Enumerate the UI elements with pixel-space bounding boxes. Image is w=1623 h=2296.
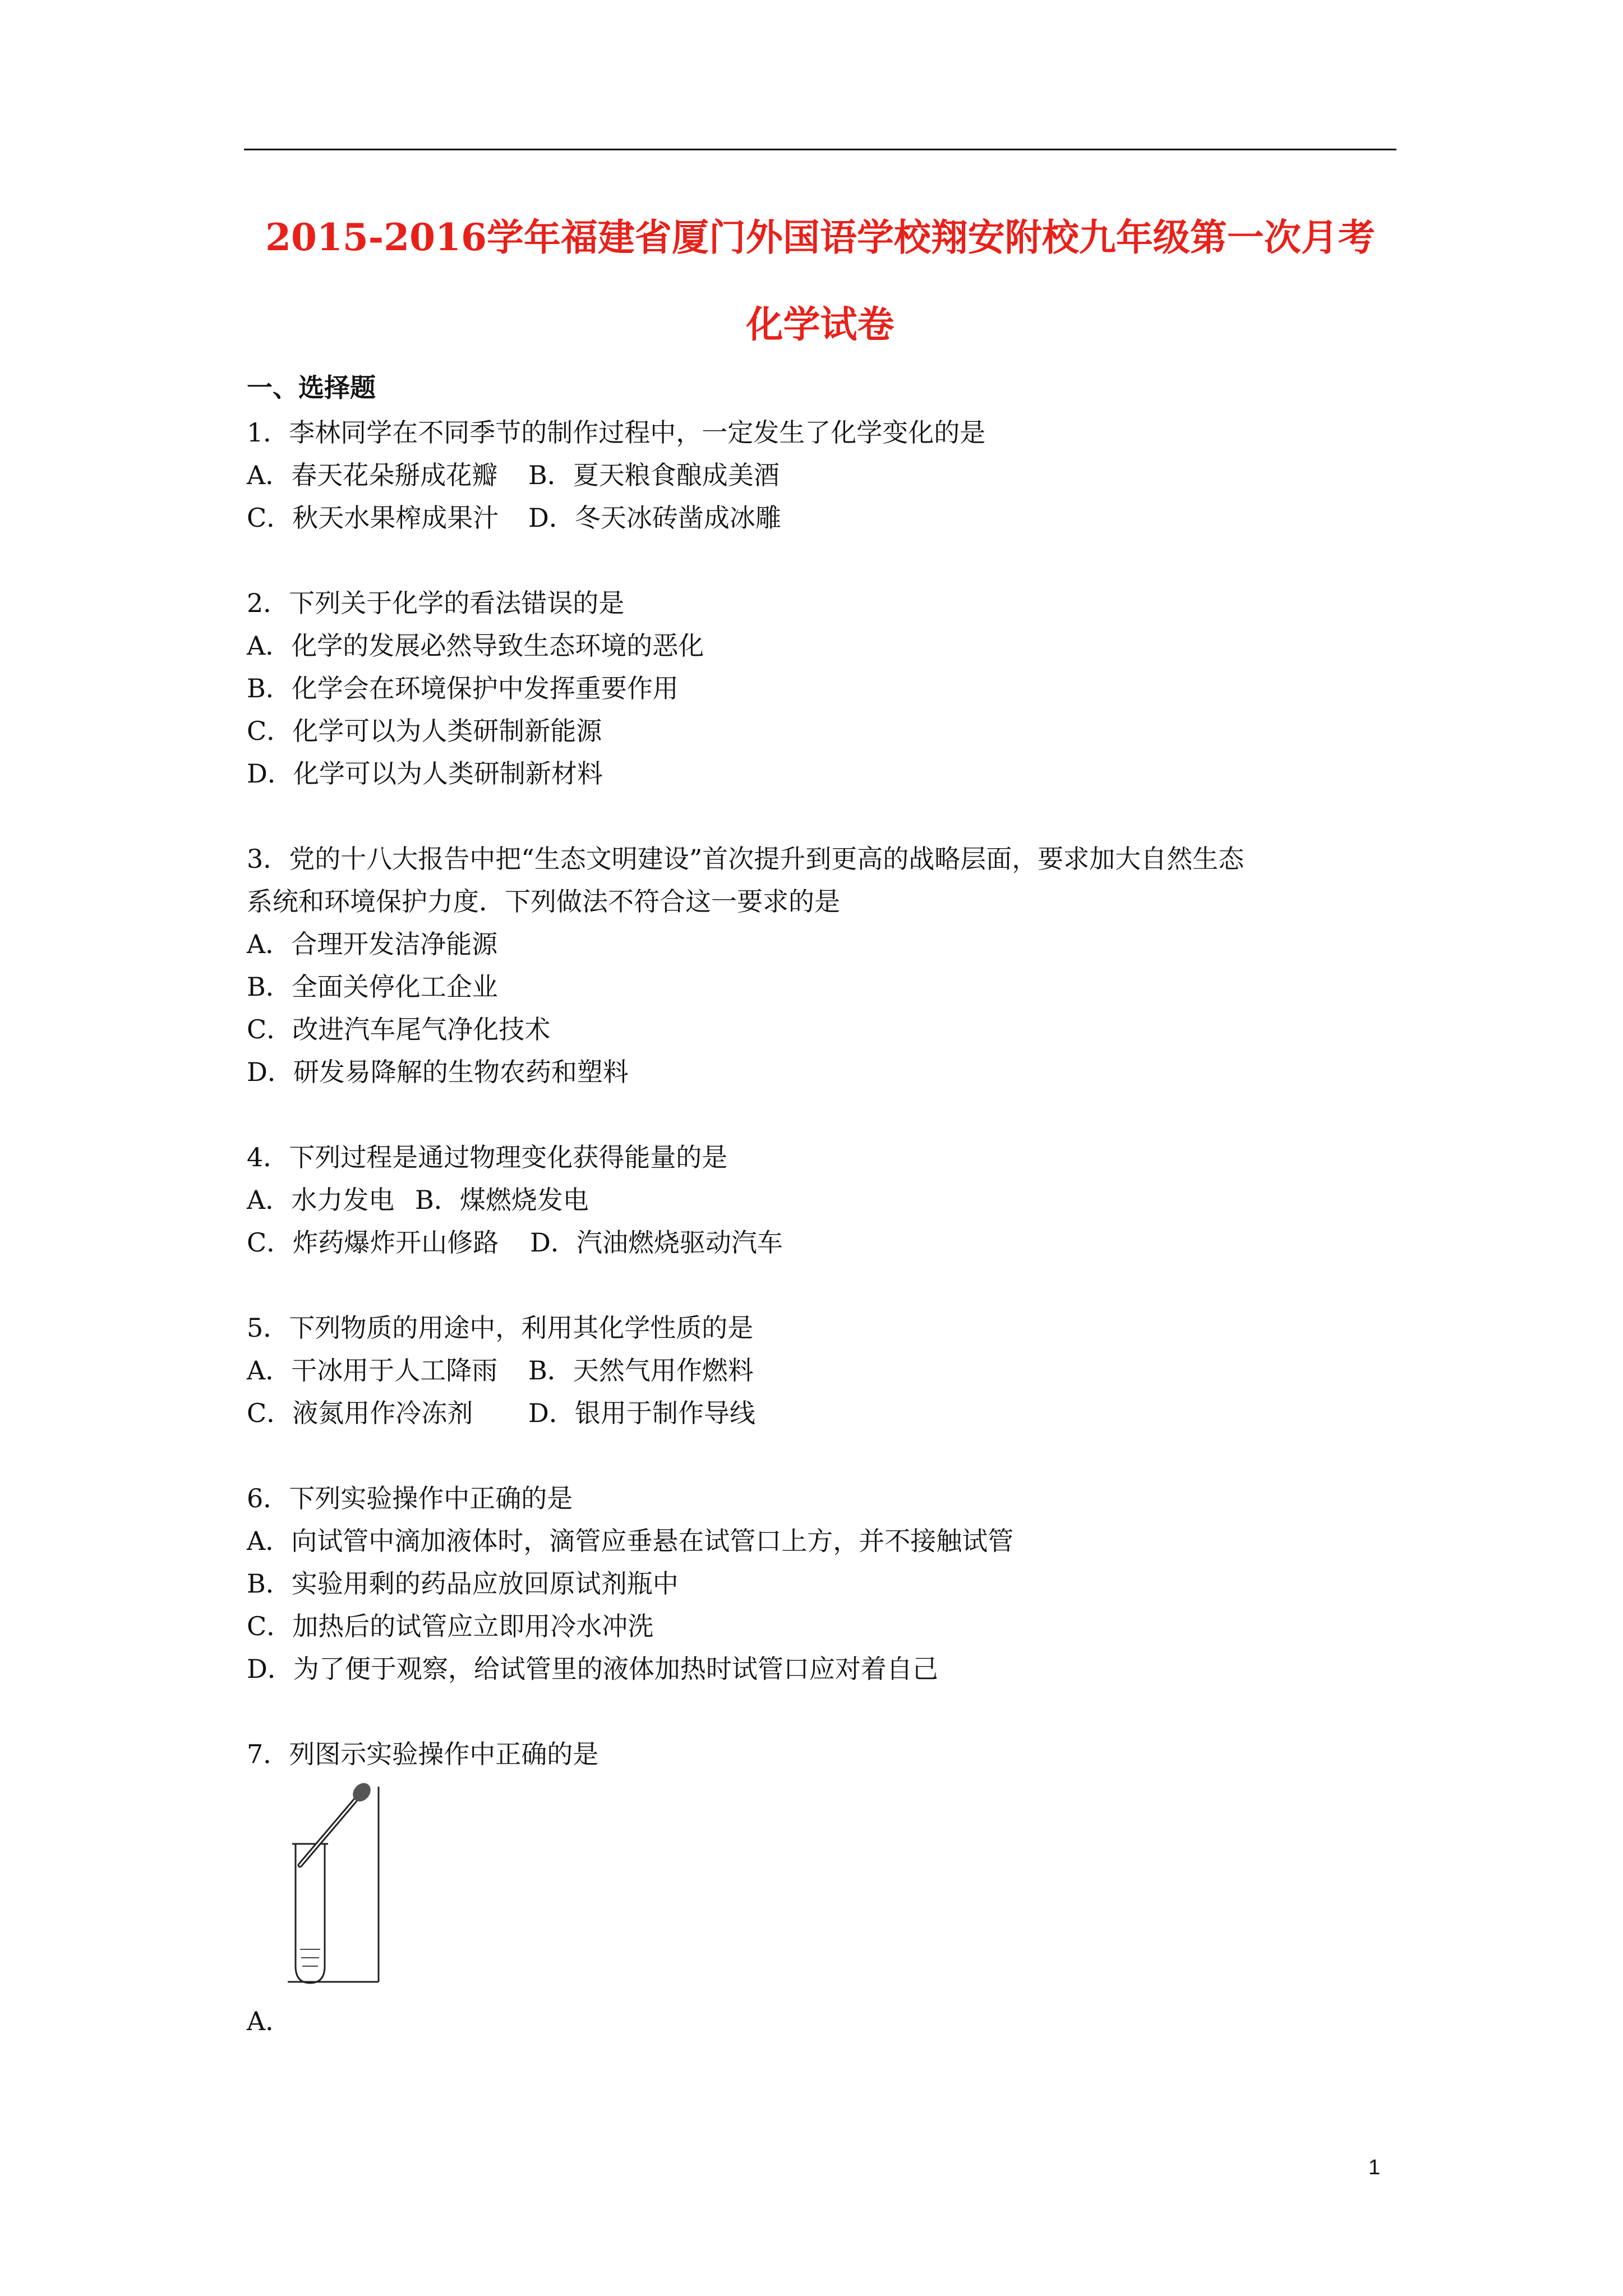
q5-option-d: D．银用于制作导线 — [528, 1398, 755, 1428]
q3-stem-line2: 系统和环境保护力度．下列做法不符合这一要求的是 — [247, 886, 840, 917]
q5-options-row2 — [247, 1398, 755, 1428]
q3-stem-line1: 3．党的十八大报告中把“生态文明建设”首次提升到更高的战略层面，要求加大自然生态 — [247, 844, 1244, 874]
exam-title: 2015-2016学年福建省厦门外国语学校翔安附校九年级第一次月考 — [265, 215, 1375, 259]
q4-option-b: B．煤燃烧发电 — [415, 1185, 589, 1215]
q4-options-row2 — [247, 1227, 783, 1258]
exam-subtitle: 化学试卷 — [746, 302, 895, 346]
q3-option-b: B．全面关停化工企业 — [247, 972, 498, 1002]
q1-stem: 1．李林同学在不同季节的制作过程中，一定发生了化学变化的是 — [247, 417, 986, 448]
q6-option-b: B．实验用剩的药品应放回原试剂瓶中 — [247, 1568, 679, 1599]
q1-option-c: C．秋天水果榨成果汁 — [247, 503, 499, 533]
q2-stem: 2．下列关于化学的看法错误的是 — [247, 588, 625, 618]
q6-option-c: C．加热后的试管应立即用冷水冲洗 — [247, 1611, 654, 1641]
q3-option-c: C．改进汽车尾气净化技术 — [247, 1014, 551, 1045]
section-heading: 一、选择题 — [247, 372, 376, 403]
q7-option-a: A． — [247, 2006, 292, 2036]
header-rule — [244, 149, 1396, 150]
q4-stem: 4．下列过程是通过物理变化获得能量的是 — [247, 1142, 728, 1172]
q1-options-row1 — [247, 460, 780, 490]
q3-option-a: A．合理开发洁净能源 — [247, 929, 498, 959]
q6-stem: 6．下列实验操作中正确的是 — [247, 1483, 573, 1513]
q7-stem: 7．列图示实验操作中正确的是 — [247, 1739, 599, 1769]
q5-option-c: C．液氮用作冷冻剂 — [247, 1398, 473, 1428]
q2-option-a: A．化学的发展必然导致生态环境的恶化 — [247, 631, 704, 661]
page-number: 1 — [1368, 2156, 1381, 2179]
q4-options-row1 — [247, 1185, 589, 1215]
q5-option-b: B．天然气用作燃料 — [528, 1355, 754, 1386]
q2-option-d: D．化学可以为人类研制新材料 — [247, 758, 603, 789]
q6-option-a: A．向试管中滴加液体时，滴管应垂悬在试管口上方，并不接触试管 — [247, 1526, 1014, 1556]
q1-option-b: B．夏天粮食酿成美酒 — [528, 460, 780, 490]
q1-option-a: A．春天花朵掰成花瓣 — [247, 460, 498, 490]
q5-stem: 5．下列物质的用途中，利用其化学性质的是 — [247, 1313, 754, 1343]
dropper-test-tube-figure — [283, 1781, 381, 1991]
q4-option-a: A．水力发电 — [247, 1185, 395, 1215]
q3-option-d: D．研发易降解的生物农药和塑料 — [247, 1057, 629, 1087]
q2-option-b: B．化学会在环境保护中发挥重要作用 — [247, 673, 679, 703]
q1-options-row2 — [247, 503, 781, 533]
q4-option-c: C．炸药爆炸开山修路 — [247, 1227, 499, 1258]
q1-option-d: D．冬天冰砖凿成冰雕 — [528, 503, 781, 533]
q4-option-d: D．汽油燃烧驱动汽车 — [530, 1227, 783, 1258]
q6-option-d: D．为了便于观察，给试管里的液体加热时试管口应对着自己 — [247, 1654, 938, 1684]
q5-options-row1 — [247, 1355, 754, 1386]
q5-option-a: A．干冰用于人工降雨 — [247, 1355, 498, 1386]
q2-option-c: C．化学可以为人类研制新能源 — [247, 716, 602, 746]
